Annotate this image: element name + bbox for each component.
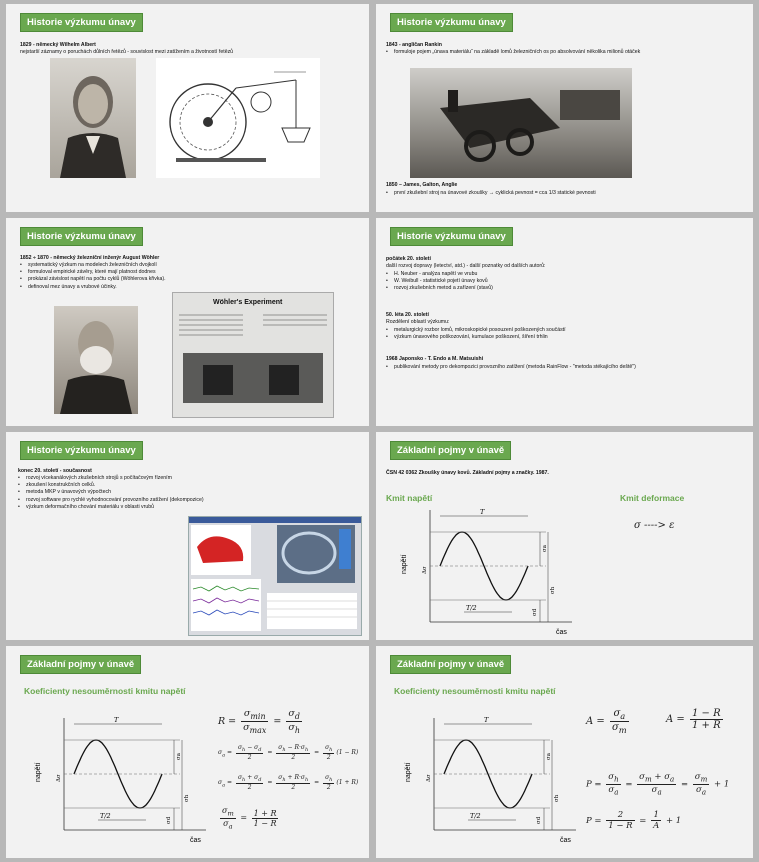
bullet-list [386, 190, 746, 197]
heading: 1843 - angličan Rankin [386, 42, 442, 48]
heading: 1850 – James, Galton, Anglie [386, 182, 458, 188]
heading: 1829 - německý Wilhelm Albert [20, 42, 96, 48]
half-period-label: T/2 [466, 604, 477, 612]
half-period-label: T/2 [470, 812, 481, 820]
heading: počátek 20. století [386, 256, 431, 262]
formula-a-2: A = $\frac{1 - R}{1 + R}$ [666, 708, 721, 731]
sine-curve [440, 532, 528, 600]
stress-cycle-diagram [30, 712, 210, 846]
y-axis-label: napětí [401, 554, 408, 574]
document-title: Wöhler's Experiment [213, 299, 283, 306]
description: nejstarší záznamy o poruchách důlních řetězů - souvislost mezi zatížením a životností řetězů [20, 49, 234, 56]
sine-curve [74, 740, 162, 808]
train-wreck-photo [410, 68, 632, 178]
bullet-list [386, 364, 746, 371]
formula-r: R = $\frac{\sigma_{min}}{\sigma_{max}}$ = $\frac{\sigma_d}{\sigma_h}$ [218, 708, 300, 735]
list-item: • formuloval empirické závěry, které mají platnost dodnes [20, 269, 360, 276]
y-axis-label: napětí [405, 762, 412, 782]
standard-reference: ČSN 42 0362 Zkoušky únavy kovů. Základní pojmy a značky. 1987. [386, 470, 549, 476]
list-item: • definoval mez únavy a vrubové účinky. [20, 284, 360, 291]
sigma-h-label: σh [554, 794, 560, 802]
list-item: • první zkušební stroj na únavové zkoušky → cyklická pevnost = cca 1/3 statické pevnosti [386, 190, 746, 197]
bullet-list [386, 49, 746, 56]
slide-title: Historie výzkumu únavy [390, 13, 513, 32]
x-axis-label: čas [560, 837, 571, 844]
list-item: • systematický výzkum na modelech železničních dvojkolí [20, 262, 360, 269]
slide-4 [376, 218, 753, 426]
list-item: • prokázal závislost napětí na počtu cyklů (Wöhlerova křivka). [20, 276, 360, 283]
portrait-wilhelm-albert [50, 58, 136, 178]
delta-sigma-label: Δσ [422, 566, 428, 574]
sigma-a-label: σa [542, 544, 548, 552]
formula-sigma-a: $\sigma_a$ = $\frac{\sigma_h - \sigma_d}{2}$ = $\frac{\sigma_h - R\cdot\sigma_h}{2}$ = $\frac{\sigma_h}{2}$ (1 − R) [218, 744, 359, 762]
list-item: • metalurgický rozbor lomů, mikroskopické posouzení poškozených součástí [386, 327, 746, 334]
slide-title: Historie výzkumu únavy [20, 441, 143, 460]
list-item: • publikování metody pro dekompozici provozního zatížení (metoda RainFlow - "metoda stékajícího deště") [386, 364, 746, 371]
formula-p-2: P = $\frac{2}{1 - R}$ = $\frac{1}{A}$ + 1 [586, 810, 682, 831]
formula-p-1: P = $\frac{\sigma_h}{\sigma_a}$ = $\frac{\sigma_m + \sigma_a}{\sigma_a}$ = $\frac{\sigma_m}{\sigma_a}$ + 1 [586, 772, 730, 797]
slide-7 [6, 646, 369, 858]
kmit-deformace-heading: Kmit deformace [620, 493, 685, 503]
software-screenshot [188, 516, 362, 636]
list-item: • rozvoj vícekanálových zkušebních strojů s počítačovým řízením [18, 475, 358, 482]
period-label: T [484, 716, 489, 724]
slide-title: Historie výzkumu únavy [20, 13, 143, 32]
description: další rozvoj dopravy (letectví, atd.) - další poznatky od dalších autorů: [386, 263, 546, 270]
period-label: T [114, 716, 119, 724]
sigma-a-label: σa [546, 752, 552, 760]
heading: 1852 ÷ 1870 - německý železniční inženýr August Wöhler [20, 255, 160, 261]
list-item: • metoda MKP v únavových výpočtech [18, 489, 358, 496]
section-2 [386, 312, 746, 326]
sigma-d-label: σd [536, 816, 542, 824]
list-item: • formuloje pojem „únava materiálu“ na základě lomů železničních os po absolvování několika milionů otáček [386, 49, 746, 56]
slide-title: Základní pojmy v únavě [390, 655, 511, 674]
formula-a-1: A = $\frac{\sigma_a}{\sigma_m}$ [586, 708, 627, 735]
stress-cycle-diagram [400, 712, 580, 846]
slide-title: Historie výzkumu únavy [20, 227, 143, 246]
sigma-d-label: σd [166, 816, 172, 824]
bullet-list [386, 327, 746, 341]
period-label: T [480, 508, 485, 516]
list-item: • výzkum únavového poškozování, kumulace poškození, šíření trhlin [386, 334, 746, 341]
y-axis-label: napětí [35, 762, 42, 782]
list-item: • výzkum deformačního chování materiálu v oblasti vrubů [18, 504, 358, 511]
list-item: • rozvoj software pro rychlé vyhodnocování provozního zatížení (dekompozice) [18, 497, 358, 504]
heading: 1968 Japonsko - T. Endo a M. Matsuishi [386, 356, 484, 362]
delta-sigma-label: Δσ [426, 774, 432, 782]
list-item: • rozvoj zkušebních metod a zařízení (stavů) [386, 285, 746, 292]
description: Rozdělení oblastí výzkumu: [386, 319, 450, 326]
x-axis-label: čas [190, 837, 201, 844]
slide-6 [376, 432, 753, 640]
sigma-to-epsilon: σ ----> ε [634, 520, 675, 531]
stress-cycle-diagram [396, 504, 576, 638]
chain-test-machine-drawing [156, 58, 320, 178]
wohler-experiment-document [172, 292, 334, 418]
section-1 [386, 256, 746, 270]
slide-3 [6, 218, 369, 426]
slide-title: Historie výzkumu únavy [390, 227, 513, 246]
slide-text [20, 42, 360, 56]
formula-sigma-m: $\sigma_a$ = $\frac{\sigma_h + \sigma_d}{2}$ = $\frac{\sigma_h + R\cdot\sigma_h}{2}$ = $\frac{\sigma_h}{2}$ (1 + R) [218, 774, 359, 792]
slide-8 [376, 646, 753, 858]
slide-title: Základní pojmy v únavě [390, 441, 511, 460]
subtitle: Koeficienty nesouměrnosti kmitu napětí [394, 686, 556, 696]
sigma-h-label: σh [184, 794, 190, 802]
sigma-a-label: σa [176, 752, 182, 760]
heading: konec 20. století - současnost [18, 468, 92, 474]
bullet-list [386, 271, 746, 293]
list-item: • zkoušení konstrukčních celků. [18, 482, 358, 489]
bullet-list [18, 475, 358, 511]
formula-ratio: $\frac{\sigma_m}{\sigma_a}$ = $\frac{1 + R}{1 - R}$ [222, 806, 277, 831]
kmit-napeti-heading: Kmit napětí [386, 493, 433, 503]
slide-title: Základní pojmy v únavě [20, 655, 141, 674]
delta-sigma-label: Δσ [56, 774, 62, 782]
slide-5 [6, 432, 369, 640]
slide-1 [6, 4, 369, 212]
sine-curve [444, 740, 532, 808]
subtitle: Koeficienty nesouměrnosti kmitu napětí [24, 686, 186, 696]
slide-2 [376, 4, 753, 212]
heading: 50. léta 20. století [386, 312, 429, 318]
x-axis-label: čas [556, 629, 567, 636]
sigma-d-label: σd [532, 608, 538, 616]
portrait-august-wohler [54, 306, 138, 414]
sigma-h-label: σh [550, 586, 556, 594]
half-period-label: T/2 [100, 812, 111, 820]
list-item: • W. Weibull - statistické pojetí únavy kovů [386, 278, 746, 285]
bullet-list [20, 262, 360, 291]
list-item: • H. Neuber - analýza napětí ve vrubu [386, 271, 746, 278]
